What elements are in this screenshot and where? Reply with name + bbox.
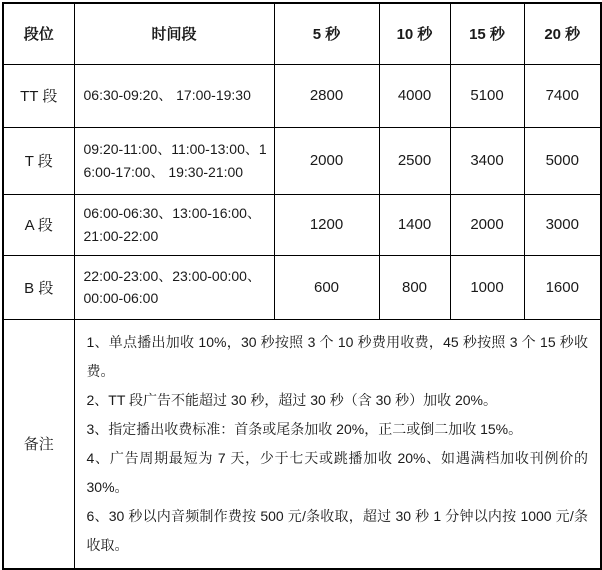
note-item: 4、广告周期最短为 7 天，少于七天或跳播加收 20%、如遇满档加收刊例价的 30%。 bbox=[86, 449, 588, 496]
time-cell: 09:20-11:00、11:00-13:00、16:00-17:00、 19:30-21:00 bbox=[74, 127, 274, 194]
remarks-content bbox=[74, 319, 601, 569]
header-cell-tier: 段位 bbox=[3, 3, 74, 64]
header-cell-10s: 10 秒 bbox=[379, 3, 450, 64]
price-cell: 1000 bbox=[450, 255, 524, 319]
time-cell: 06:00-06:30、13:00-16:00、21:00-22:00 bbox=[74, 194, 274, 255]
header-cell-5s: 5 秒 bbox=[274, 3, 379, 64]
header-cell-20s: 20 秒 bbox=[524, 3, 601, 64]
table-row-a bbox=[3, 194, 601, 255]
price-cell: 3000 bbox=[524, 194, 601, 255]
table-row-b bbox=[3, 255, 601, 319]
remarks-row bbox=[3, 319, 601, 569]
price-cell: 800 bbox=[379, 255, 450, 319]
price-cell: 5100 bbox=[450, 64, 524, 127]
tier-cell: A 段 bbox=[3, 194, 74, 255]
price-cell: 3400 bbox=[450, 127, 524, 194]
price-cell: 2800 bbox=[274, 64, 379, 127]
price-cell: 600 bbox=[274, 255, 379, 319]
tier-cell: T 段 bbox=[3, 127, 74, 194]
price-cell: 2000 bbox=[274, 127, 379, 194]
time-cell: 06:30-09:20、 17:00-19:30 bbox=[74, 64, 274, 127]
table-row-t bbox=[3, 127, 601, 194]
header-row bbox=[3, 3, 601, 64]
ad-rate-table bbox=[2, 2, 602, 570]
price-cell: 1200 bbox=[274, 194, 379, 255]
price-cell: 5000 bbox=[524, 127, 601, 194]
price-cell: 1400 bbox=[379, 194, 450, 255]
price-cell: 7400 bbox=[524, 64, 601, 127]
tier-cell: B 段 bbox=[3, 255, 74, 319]
tier-cell: TT 段 bbox=[3, 64, 74, 127]
header-cell-15s: 15 秒 bbox=[450, 3, 524, 64]
table-row-tt bbox=[3, 64, 601, 127]
remarks-label: 备注 bbox=[3, 319, 74, 569]
price-cell: 1600 bbox=[524, 255, 601, 319]
header-cell-timeslot: 时间段 bbox=[74, 3, 274, 64]
note-item: 6、30 秒以内音频制作费按 500 元/条收取，超过 30 秒 1 分钟以内按 1000 元/条收取。 bbox=[86, 508, 588, 554]
price-cell: 2500 bbox=[379, 127, 450, 194]
price-cell: 2000 bbox=[450, 194, 524, 255]
note-item: 3、指定播出收费标准：首条或尾条加收 20%，正二或倒二加收 15%。 bbox=[86, 420, 523, 437]
price-cell: 4000 bbox=[379, 64, 450, 127]
note-item: 2、TT 段广告不能超过 30 秒，超过 30 秒（含 30 秒）加收 20%。 bbox=[86, 391, 497, 408]
note-item: 1、单点播出加收 10%，30 秒按照 3 个 10 秒费用收费，45 秒按照 3 个 15 秒收费。 bbox=[86, 333, 588, 379]
time-cell: 22:00-23:00、23:00-00:00、00:00-06:00 bbox=[74, 255, 274, 319]
